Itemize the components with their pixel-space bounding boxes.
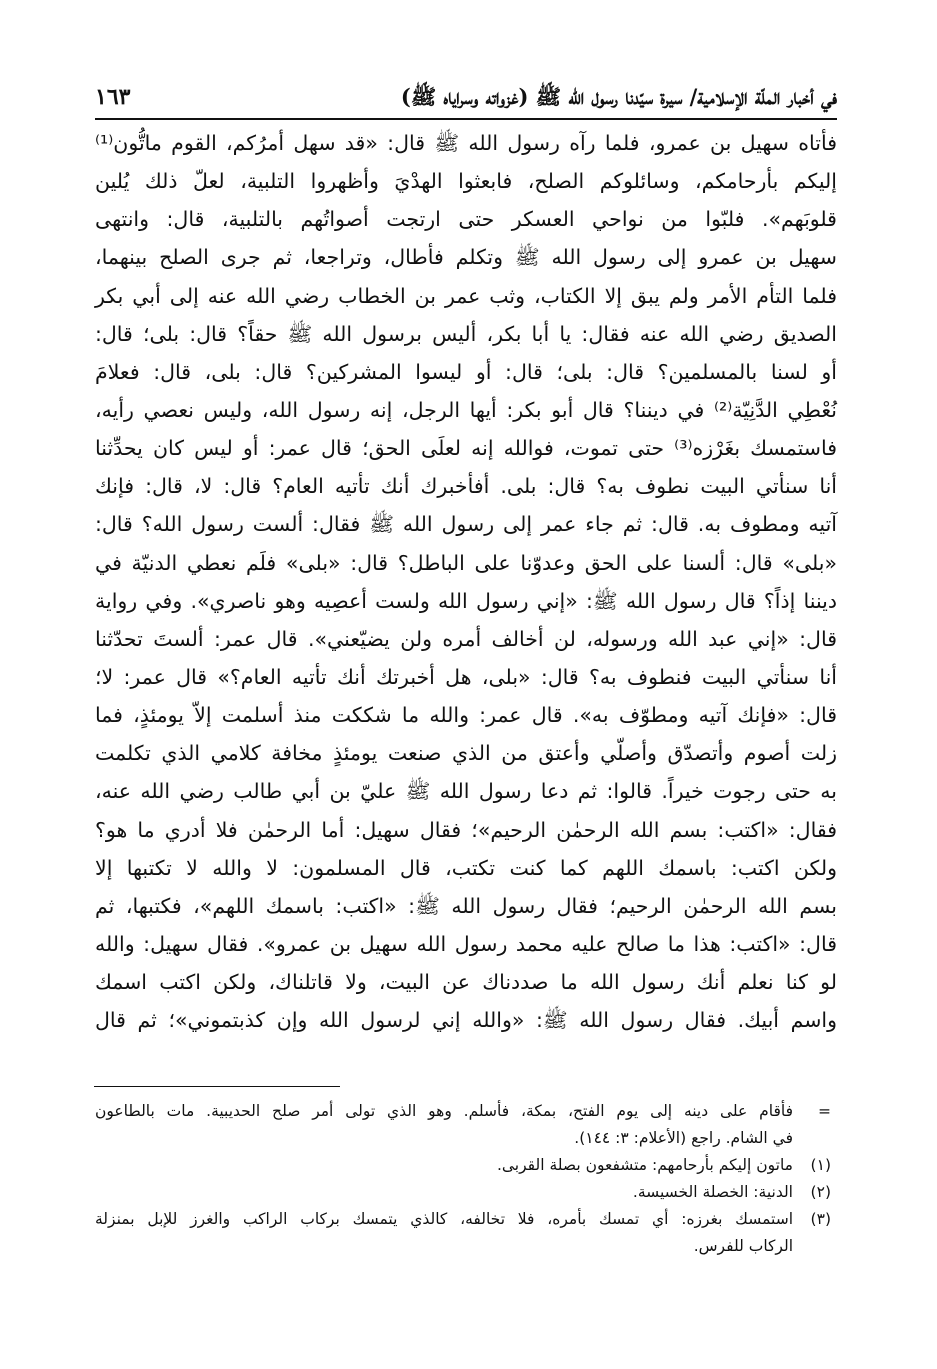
footnote-line: ماتون إليكم بأرحامهم: متشفعون بصلة القربى. xyxy=(496,1156,793,1174)
footnote xyxy=(95,1152,837,1179)
text-line: سهيل بن عمرو إلى رسول الله ﷺ وتكلم فأطال، وتراجعا، ثم جرى الصلح بينهما، xyxy=(95,245,837,270)
text-line: فاستمسك بغَرْزه⁽³⁾ حتى تموت، فوالله إنه لعلَى الحق؛ قال عمر: أو ليس كان يحدِّثنا xyxy=(95,436,837,461)
text-line: نُعْطِي الدَّنِيّة⁽²⁾ في ديننا؟ قال أبو بكر: أيها الرجل، إنه رسول الله، وليس نعصي رأيه، xyxy=(95,397,837,422)
text-line: أنا سنأتي البيت نطوف به؟ قال: بلى. أفأخبرك أنك تأتيه العام؟ قال: لا، قال: فإنك xyxy=(95,474,837,499)
text-line: فلما التأم الأمر ولم يبق إلا الكتاب، وثب عمر بن الخطاب رضي الله عنه إلى أبي بكر xyxy=(95,283,837,308)
text-line: قلوبَهم». فلبّوا من نواحي العسكر حتى ارتجت أصواتُهم بالتلبية، قال: وانتهى xyxy=(95,207,837,232)
footnote xyxy=(95,1179,837,1206)
text-line: زلت أصوم وأتصدّق وأصلّي وأعتق من الذي صنعت يومئذٍ مخافة كلامي الذي تكلمت xyxy=(95,741,837,766)
footnote-line: استمسك بغرزه: أي تمسك بأمره، فلا تخالفه، كالذي يتمسك بركاب الراكب والغرز للإبل بمنزلة xyxy=(95,1210,793,1228)
page-number: ١٦٣ xyxy=(95,84,131,110)
text-line: إليكم بأرحامكم، وسائلوكم الصلح، فابعثوا الهدْيَ وأظهروا التلبية، لعلّ ذلك يُلين xyxy=(95,169,837,194)
page-header xyxy=(95,68,837,120)
footnote xyxy=(95,1206,837,1260)
footnote-separator xyxy=(94,1086,340,1087)
running-title: في أخبار الملّة الإسلامية/ سيرة سيّدنا رسول الله ﷺ (غزواته وسراياه ﷺ) xyxy=(400,84,837,109)
footnote-line: فأقام على دينه إلى يوم الفتح، بمكة، فأسلم. وهو الذي تولى أمر صلح الحديبية. مات بالطاعون xyxy=(95,1102,793,1120)
footnote-marker: (٣) xyxy=(810,1210,831,1228)
text-line: قال: «اكتب: هذا ما صالح عليه محمد رسول الله سهيل بن عمرو». فقال سهيل: والله xyxy=(95,931,837,956)
footnote-marker: = xyxy=(818,1102,831,1120)
footnotes xyxy=(95,1098,837,1260)
text-line: قال: «فإنك آتيه ومطوّف به». قال عمر: والله ما شككت منذ أسلمت إلاّ يومئذٍ، فما xyxy=(95,703,837,728)
text-line: ديننا إذاً؟ قال رسول الله ﷺ: «إني رسول الله ولست أعصِيه وهو ناصري». وفي رواية xyxy=(95,588,837,613)
footnote-line: الركاب للفرس. xyxy=(693,1237,793,1255)
text-line: به حتى رجوت خيراً. قالوا: ثم دعا رسول الله ﷺ عليّ بن أبي طالب رضي الله عنه، xyxy=(95,779,837,804)
footnote-marker: (١) xyxy=(810,1156,831,1174)
footnote xyxy=(95,1098,837,1152)
main-text xyxy=(95,124,837,1039)
text-line: فقال: «اكتب: بسم الله الرحمٰن الرحيم»؛ فقال سهيل: أما الرحمٰن فلا أدري ما هو؟ xyxy=(95,817,837,842)
text-line: فأتاه سهيل بن عمرو، فلما رآه رسول الله ﷺ قال: «قد سهل أمرُكم، القوم ماتُّون⁽¹⁾ xyxy=(95,131,837,155)
footnote-marker: (٢) xyxy=(810,1183,831,1201)
text-line: بسم الله الرحمٰن الرحيم؛ فقال رسول الله ﷺ: «اكتب: باسمك اللهم»، فكتبها، ثم xyxy=(95,893,837,918)
text-line: الصديق رضي الله عنه فقال: يا أبا بكر، أليس برسول الله ﷺ حقاً؟ قال: بلى؛ قال: xyxy=(95,321,837,346)
text-line: أو لسنا بالمسلمين؟ قال: بلى؛ قال: أو ليسوا المشركين؟ قال: بلى، قال: فعلامَ xyxy=(95,359,837,384)
text-line: «بلى» قال: ألسنا على الحق وعدوّنا على الباطل؟ قال: «بلى» فلَم نعطي الدنيّة في xyxy=(95,550,837,575)
text-line: آتيه ومطوف به. قال: ثم جاء عمر إلى رسول الله ﷺ فقال: ألست رسول الله؟ قال: xyxy=(95,512,837,537)
header-rule xyxy=(95,118,837,120)
footnote-line: في الشام. راجع (الأعلام: ٣: ١٤٤). xyxy=(574,1129,793,1147)
text-line: أنا سنأتي البيت فنطوف به؟ قال: «بلى، هل أخبرتك أنك تأتيه العام؟» قال عمر: لا؛ xyxy=(95,664,837,689)
text-line: لو كنا نعلم أنك رسول الله ما صددناك عن البيت، ولا قاتلناك، ولكن اكتب اسمك xyxy=(95,970,837,995)
text-line: واسم أبيك. فقال رسول الله ﷺ: «والله إني لرسول الله وإن كذبتموني»؛ ثم قال xyxy=(95,1008,837,1033)
text-line: قال: «إني عبد الله ورسوله، لن أخالف أمره ولن يضيّعني». قال عمر: ألستَ تحدّثنا xyxy=(95,626,837,651)
text-line: ولكن اكتب: باسمك اللهم كما كنت تكتب، قال المسلمون: لا والله لا تكتبها إلا xyxy=(95,855,837,880)
footnote-line: الدنية: الخصلة الخسيسة. xyxy=(632,1183,793,1201)
